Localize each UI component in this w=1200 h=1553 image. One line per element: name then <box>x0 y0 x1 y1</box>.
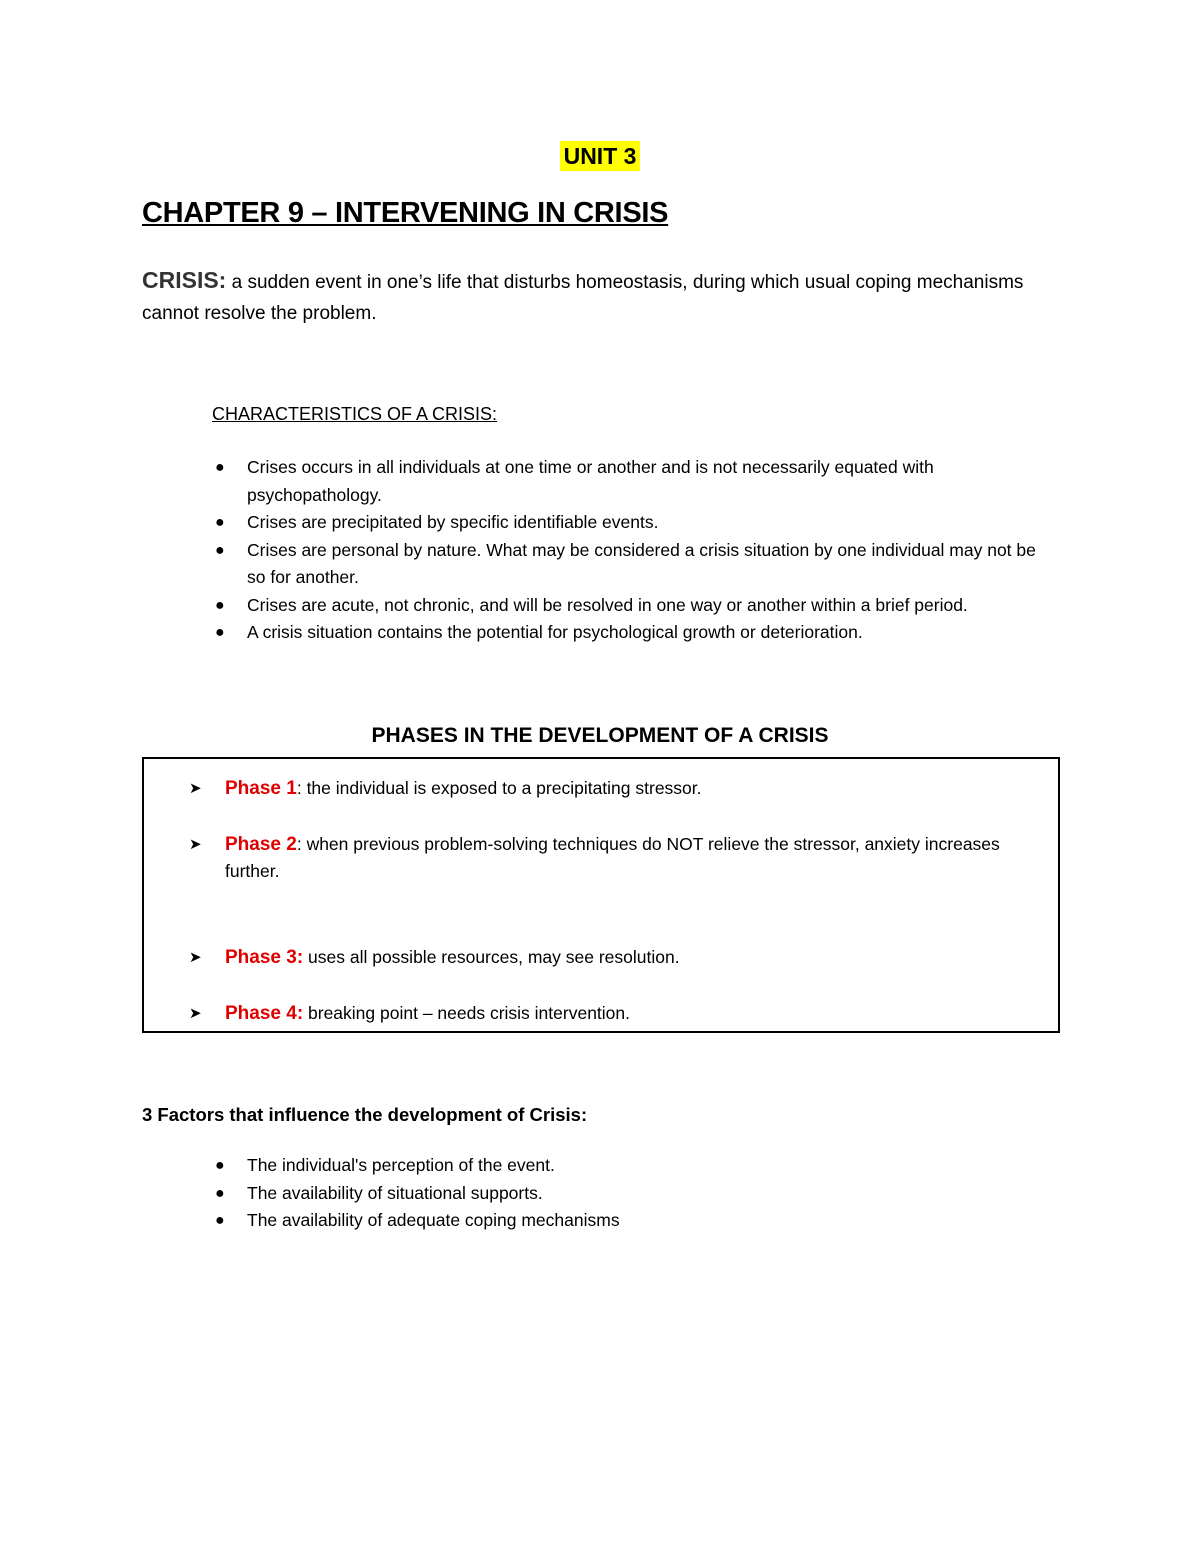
arrowhead-icon: ➤ <box>189 949 202 966</box>
chapter-title: CHAPTER 9 – INTERVENING IN CRISIS <box>142 197 669 229</box>
bullet-dot-icon: ● <box>215 1184 225 1202</box>
phase-item <box>189 944 1029 971</box>
phase-label: Phase 3: <box>225 947 304 968</box>
arrowhead-icon: ➤ <box>189 780 202 797</box>
phase-label: Phase 1 <box>225 778 297 799</box>
list-item: ● Crises are personal by nature. What may be considered a crisis situation by one individual may not be so for another. <box>212 537 1042 592</box>
characteristics-heading: CHARACTERISTICS OF A CRISIS: <box>212 404 498 424</box>
unit-highlight: UNIT 3 <box>560 141 641 171</box>
phase-item: ➤ Phase 2: when previous problem-solving techniques do NOT relieve the stressor, anxiety increases further. <box>189 831 1029 885</box>
crisis-definition <box>142 265 1042 329</box>
unit-label <box>0 143 1200 170</box>
phases-box <box>142 757 1060 1033</box>
phases-heading: PHASES IN THE DEVELOPMENT OF A CRISIS <box>371 724 829 747</box>
crisis-definition-text: a sudden event in one’s life that disturbs homeostasis, during which usual coping mechanisms cannot resolve the problem. <box>142 272 1024 324</box>
bullet-dot-icon: ● <box>215 1212 225 1229</box>
list-item: ● A crisis situation contains the potential for psychological growth or deterioration. <box>212 619 1042 647</box>
list-item: ● The availability of adequate coping mechanisms <box>212 1207 1042 1235</box>
phase-label: Phase 4: <box>225 1003 304 1024</box>
crisis-term: CRISIS: <box>142 267 227 293</box>
characteristics-list <box>212 454 1042 647</box>
factors-heading: 3 Factors that influence the development of Crisis: <box>142 1104 588 1125</box>
arrowhead-icon: ➤ <box>189 836 202 853</box>
list-item: ● Crises are acute, not chronic, and will be resolved in one way or another within a brief period. <box>212 592 1042 620</box>
phase-item: ➤ Phase 1: the individual is exposed to a precipitating stressor. <box>189 775 1029 802</box>
phase-text: breaking point – needs crisis intervention. <box>303 1003 631 1023</box>
bullet-dot-icon: ● <box>215 624 225 641</box>
bullet-dot-icon: ● <box>215 459 225 476</box>
phase-item <box>189 1000 1029 1027</box>
list-item: ● The availability of situational supports. <box>212 1180 1042 1208</box>
bullet-dot-icon: ● <box>215 1157 225 1174</box>
bullet-dot-icon: ● <box>215 514 225 531</box>
phase-label: Phase 2 <box>225 834 297 855</box>
list-item: ● Crises occurs in all individuals at one time or another and is not necessarily equated with psychopathology. <box>212 454 1042 509</box>
arrowhead-icon: ➤ <box>189 1005 202 1022</box>
bullet-dot-icon: ● <box>215 596 225 614</box>
phase-text: the individual is exposed to a precipitating stressor. <box>301 778 702 798</box>
phase-text: when previous problem-solving techniques do NOT relieve the stressor, anxiety increases further. <box>225 834 1000 881</box>
list-item: ● The individual's perception of the event. <box>212 1152 1042 1180</box>
bullet-dot-icon: ● <box>215 541 225 559</box>
phase-text: uses all possible resources, may see resolution. <box>303 947 680 967</box>
list-item: ● Crises are precipitated by specific identifiable events. <box>212 509 1042 537</box>
factors-list <box>212 1152 1042 1235</box>
